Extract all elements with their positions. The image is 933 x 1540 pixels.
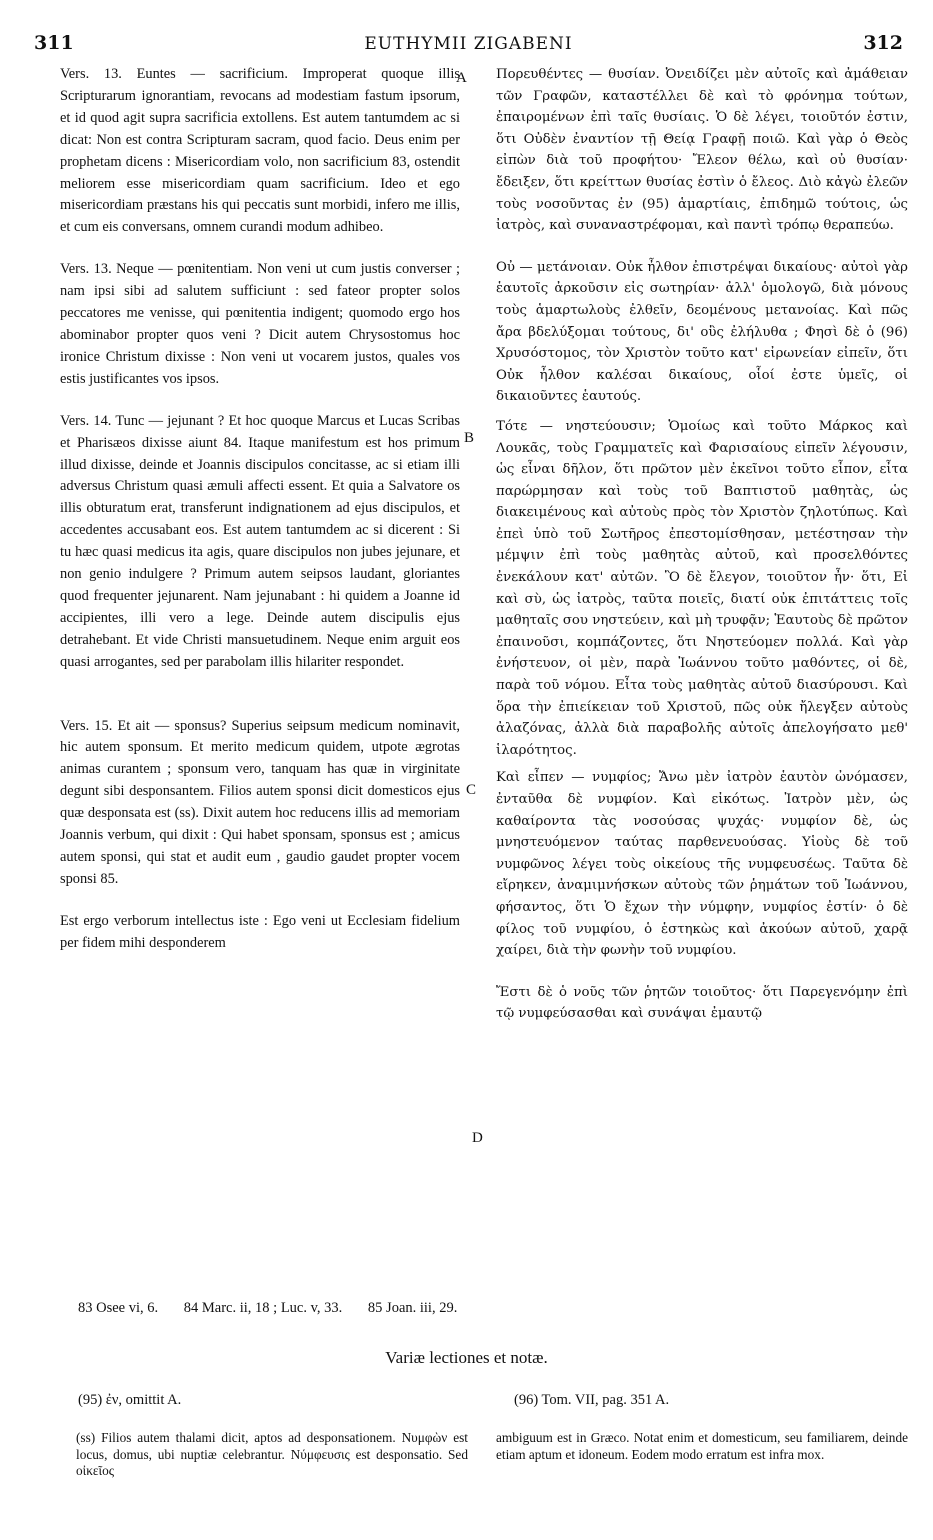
latin-column bbox=[60, 64, 460, 955]
variant-reading: (96) Tom. VII, pag. 351 A. bbox=[514, 1392, 670, 1408]
variant-reading: (95) ἐν, omittit A. bbox=[78, 1392, 182, 1408]
greek-paragraph: Τότε — νηστεύουσιν; Ὁμοίως καὶ τοῦτο Μάρκος καὶ Λουκᾶς, τοὺς Γραμματεῖς καὶ Φαρισαίους εἰπεῖν λέγουσιν, ὡς εἶναι δῆλον, ὅτι πρῶτον μὲν ἐκεῖνοι τοῦτο εἶπον, εἶτα παρώρμησαν καὶ τοὺς τοῦ Βαπτιστοῦ μαθητὰς, ὡς διακειμένους καὶ αὐτοὺς πρὸς τὸν Χριστὸν ζηλοτύπως. Καὶ ἐπεὶ ὑπὸ τοῦ Σωτῆρος ἐπεστομίσθησαν, μετέστησαν τὴν μέμψιν ἐπὶ τοὺς μαθητὰς αὐτοῦ, καὶ προσελθόντες ἐνεκάλουν κατ' αὐτῶν. Ὃ δὲ ἔλεγον, τοιοῦτον ἦν· ὅτι, Εἰ καὶ σὺ, ὡς ἰατρὸς, ταῦτα ποιεῖς, διατί οὐκ ἐπιτάττεις τοῖς μαθηταῖς σου νηστεύειν, καὶ μὴ τρυφᾷν; Ἑαυτοὺς δὲ πρῶτον ἐπαινοῦσι, κομπάζοντες, ὅτι Νηστεύομεν πολλά. Καὶ γὰρ ἐνήστευον, οἱ μὲν, παρὰ Ἰωάννου τοῦτο μαθόντες, οἱ δὲ, παρὰ τοῦ νόμου. Εἶτα τοὺς μαθητὰς αὐτοῦ διασύρουσι. Καὶ ὅρα τὴν ἐπιείκειαν τοῦ Χριστοῦ, πῶς οὐκ ἤλεγξεν αὐτοὺς ἀλαζόνας, ἀλλὰ διὰ παραβολῆς αὐτοῖς ἀπελογήσατο μεθ' ἱλαρότητος. bbox=[496, 418, 908, 758]
greek-column bbox=[496, 64, 908, 1025]
running-title: EUTHYMII ZIGABENI bbox=[364, 34, 573, 54]
greek-paragraph: Καὶ εἶπεν — νυμφίος; Ἄνω μὲν ἰατρὸν ἑαυτὸν ὠνόμασεν, ἐνταῦθα δὲ νυμφίον. Καὶ εἰκότως. Ἰατρὸν μὲν, ὡς καθαίροντα τὰς νοσούσας ψυχάς· νυμφίον δὲ, ὡς μνηστευόμενον ταύτας παρθενευούσας. Υἱοὺς δὲ τοῦ νυμφῶνος λέγει τοὺς οἰκείους τῆς νυμφευσέως. Ταῦτα δὲ εἴρηκεν, ἀναμιμνήσκων αὐτοὺς τῶν ῥημάτων τοῦ Ἰωάννου, φήσαντος, ὅτι Ὁ ἔχων τὴν νύμφην, νυμφίος ἐστίν· ὁ δὲ φίλος τοῦ νυμφίου, ὁ ἑστηκὼς καὶ ἀκούων αὐτοῦ, χαρᾷ χαίρει, διὰ τὴν φωνὴν τοῦ νυμφίου. bbox=[496, 770, 908, 959]
greek-paragraph: Ἔστι δὲ ὁ νοῦς τῶν ῥητῶν τοιοῦτος· ὅτι Παρεγενόμην ἐπὶ τῷ νυμφεύσασθαι καὶ συνάψαι ἐμαυτῷ bbox=[496, 984, 908, 1022]
note-left bbox=[76, 1430, 468, 1480]
note-text: ambiguum est in Græco. Notat enim et domesticum, seu familiarem, deinde etiam aptum et idoneum. Eodem modo erratum est infra mox. bbox=[496, 1430, 908, 1462]
footnote: 84 Marc. ii, 18 ; Luc. v, 33. bbox=[183, 1300, 343, 1316]
margin-letter-b: B bbox=[464, 430, 475, 446]
variae-title: Variæ lectiones et notæ. bbox=[385, 1348, 548, 1367]
margin-letter-d: D bbox=[472, 1130, 483, 1146]
page-header bbox=[34, 32, 903, 58]
latin-paragraph: Vers. 15. Et ait — sponsus? Superius seipsum medicum nominavit, hic autem sponsum. Et merito medicum quidem, utpote ægrotas animas curantem ; sponsum vero, tanquam has quæ in virginitate degunt sibi desponsantem. Filios autem sponsi dicit domesticos ejus quæ desponsata est (ss). Dixit autem hoc reducens illis ad memoriam Joannis verbum, qui dixit : Qui habet sponsam, sponsus est ; amicus autem sponsi, qui stat et audit eum , gaudio gaudet propter vocem sponsi 85. bbox=[60, 717, 460, 887]
latin-paragraph: Est ergo verborum intellectus iste : Ego veni ut Ecclesiam fidelium per fidem mihi desponderem bbox=[60, 912, 460, 951]
footnotes bbox=[78, 1300, 893, 1317]
margin-letter-a: A bbox=[456, 70, 467, 86]
note-text: (ss) Filios autem thalami dicit, aptos ad desponsationem. Νυμφὼν est locus, domus, ubi nuptiæ celebrantur. Νύμφευσις est desponsatio. Sed οἰκεῖος bbox=[76, 1430, 468, 1478]
footnote: 85 Joan. iii, 29. bbox=[367, 1300, 458, 1316]
greek-paragraph: Πορευθέντες — θυσίαν. Ὀνειδίζει μὲν αὐτοῖς καὶ ἀμάθειαν τῶν Γραφῶν, καταστέλλει δὲ καὶ τὸ φρόνημα τούτων, ἐπαιρομένων ἐπὶ ταῖς θυσίαις. Ὁ δὲ λέγει, τοιοῦτόν ἐστιν, ὅτι Οὐδὲν ἐναντίον τῇ Θείᾳ Γραφῇ ποιῶ. Καὶ γὰρ ὁ Θεὸς εἰπὼν διὰ τοῦ προφήτου· Ἔλεον θέλω, καὶ οὐ θυσίαν· ἔδειξεν, ὅτι κρείττων θυσίας ἐστὶν ὁ ἔλεος. Διὸ κἀγὼ ἐλεῶν τοὺς νοσοῦντας ἐν (95) ἁμαρτίαις, ἐπιδημῶ τούτοις, ὡς ἰατρὸς, καὶ συναναστρέφομαι, καὶ παντὶ τρόπῳ θεραπεύω. bbox=[496, 67, 908, 234]
page-number-right: 312 bbox=[863, 32, 903, 54]
latin-paragraph: Vers. 13. Neque — pœnitentiam. Non veni ut cum justis converser ; nam ipsi sibi ad salutem sufficiunt : sed fateor propter solos peccatores me venisse, qui pœnitentia indigent; quomodo ergo hos abominabor propter quos veni ? Dicit autem Chrysostomus hoc ironice Christum dixisse : Non veni ut vocarem justos, quales vos estis justificantes vos ipsos. bbox=[60, 261, 460, 387]
note-right bbox=[496, 1430, 908, 1463]
greek-paragraph: Οὐ — μετάνοιαν. Οὐκ ἦλθον ἐπιστρέψαι δικαίους· αὐτοὶ γὰρ ἑαυτοῖς ἀρκοῦσιν εἰς σωτηρίαν· ἀλλ' ὁμολογῶ, διὰ μόνους τοὺς ἁμαρτωλοὺς ἐλθεῖν, δεομένους μετανοίας. Καὶ πῶς ἄρα βδελύξομαι τούτους, δι' οὓς ἐλήλυθα ; Φησὶ δὲ ὁ (96) Χρυσόστομος, τὸν Χριστὸν τοῦτο κατ' εἰρωνείαν εἰπεῖν, ὅτι Οὐκ ἦλθον καλέσαι δικαίους, οἷοί ἐστε ὑμεῖς, οἱ δικαιοῦντες ἑαυτούς. bbox=[496, 259, 908, 405]
margin-letter-c: C bbox=[466, 782, 477, 798]
latin-paragraph: Vers. 13. Euntes — sacrificium. Improperat quoque illis Scripturarum ignorantiam, revocans ad modestiam fastum ipsorum, et id quod agit supra sacrificia extollens. Est autem tantumdem ac si dicat: Non est contra Scripturam sacram, quod facio. Deus enim per prophetam dicens : Misericordiam volo, non sacrificium 83, ostendit meliorem esse misericordiam quam sacrificium. Ideo et ego misericordiam præstans his qui peccatis sunt morbidi, infero me illis, et cum eis conversans, omnem curandi modum adhibeo. bbox=[60, 66, 460, 236]
latin-paragraph: Vers. 14. Tunc — jejunant ? Et hoc quoque Marcus et Lucas Scribas et Pharisæos dixisse aiunt 84. Itaque manifestum est hos primum illud dixisse, deinde et Joannis discipulos concitasse, ac si etiam illi adversus Christum quasi æmuli affecti essent. Et quia a Salvatore os illis obturatum erat, transferunt indignationem ad ejus discipulos, et accedentes accusabant eos. Est autem tantumdem ac si dicerent : Si tu hæc quasi medicus ita agis, quare discipulos non jubes jejunare, et non genio indulgere ? Primum autem seipsos laudant, gloriantes quod frequenter jejunarent. Nam jejunabant : hi quidem a Joanne id accipientes, illi vero a lege. Deinde autem discipulis ejus detrahebant. Et vide Christi mansuetudinem. Neque enim arguit eos quasi arrogantes, sed per parabolam illis hilariter respondet. bbox=[60, 412, 460, 670]
footnote: 83 Osee vi, 6. bbox=[78, 1300, 159, 1316]
page-number-left: 311 bbox=[34, 32, 74, 54]
